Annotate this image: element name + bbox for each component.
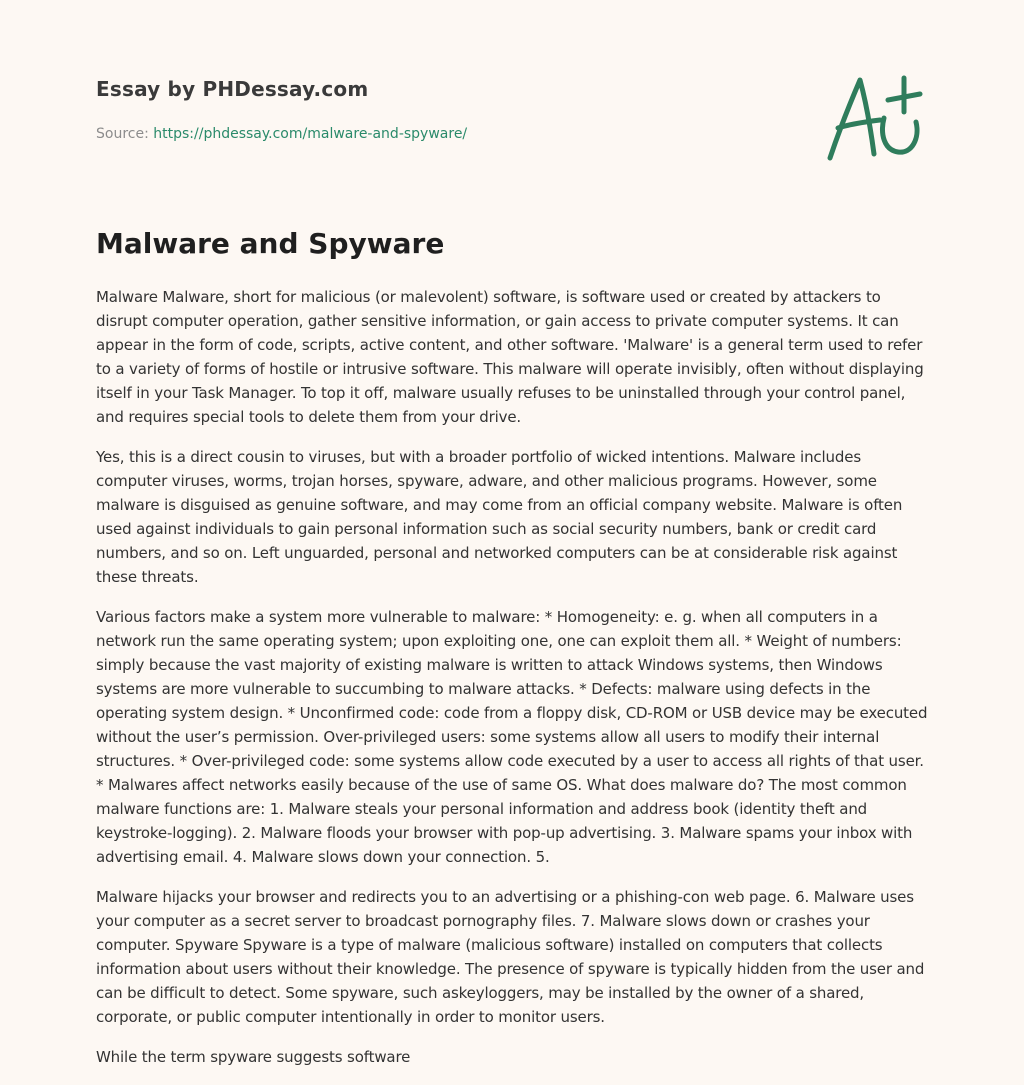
source-label: Source: [96,126,154,142]
essay-paragraph: Malware Malware, short for malicious (or malevolent) software, is software used or created by attackers to disrupt computer operation, gather sensitive information, or gain access to private computer systems. It can appear in the form of code, scripts, active content, and other software. 'Malware' is a general term used to refer to a variety of forms of hostile or intrusive software. This malware will operate invisibly, often without displaying itself in your Task Manager. To top it off, malware usually refuses to be uninstalled through your control panel, and requires special tools to delete them from your drive. [96,288,924,426]
essay-paragraph: While the term spyware suggests software [96,1048,411,1066]
a-plus-logo-graphic [820,66,930,166]
site-title: Essay by PHDessay.com [96,77,369,101]
essay-paragraph: Various factors make a system more vulnerable to malware: * Homogeneity: e. g. when all computers in a network run the same operating system; upon exploiting one, one can exploit them all. * Weight of numbers: simply because the vast majority of existing malware is written to attack Windows systems, then Windows systems are more vulnerable to succumbing to malware attacks. * Defects: malware using defects in the operating system design. * Unconfirmed code: code from a floppy disk, CD-ROM or USB device may be executed without the user’s permission. Over-privileged users: some systems allow all users to modify their internal structures. * Over-privileged code: some systems allow code executed by a user to access all rights of that user. * Malwares affect networks easily because of the use of same OS. What does malware do? The most common malware functions are: 1. Malware steals your personal information and address book (identity theft and keystroke-logging). 2. Malware floods your browser with pop-up advertising. 3. Malware spams your inbox with advertising email. 4. Malware slows down your connection. 5. [96,608,928,866]
source-line [96,124,796,144]
essay-title: Malware and Spyware [96,227,445,260]
essay-paragraph: Malware hijacks your browser and redirects you to an advertising or a phishing-con web page. 6. Malware uses your computer as a secret server to broadcast pornography files. 7. Malware slows down or crashes your computer. Spyware Spyware is a type of malware (malicious software) installed on computers that collects information about users without their knowledge. The presence of spyware is typically hidden from the user and can be difficult to detect. Some spyware, such askeyloggers, may be installed by the owner of a shared, corporate, or public computer intentionally in order to monitor users. [96,888,925,1026]
a-plus-logo-icon [820,66,930,166]
essay-paragraph: Yes, this is a direct cousin to viruses, but with a broader portfolio of wicked intentions. Malware includes computer viruses, worms, trojan horses, spyware, adware, and other malicious programs. However, some malware is disguised as genuine software, and may come from an official company website. Malware is often used against individuals to gain personal information such as social security numbers, bank or credit card numbers, and so on. Left unguarded, personal and networked computers can be at considerable risk against these threats. [96,448,903,586]
essay-body [96,285,928,1085]
page-header [96,74,796,144]
source-link[interactable]: https://phdessay.com/malware-and-spyware/ [153,126,468,142]
